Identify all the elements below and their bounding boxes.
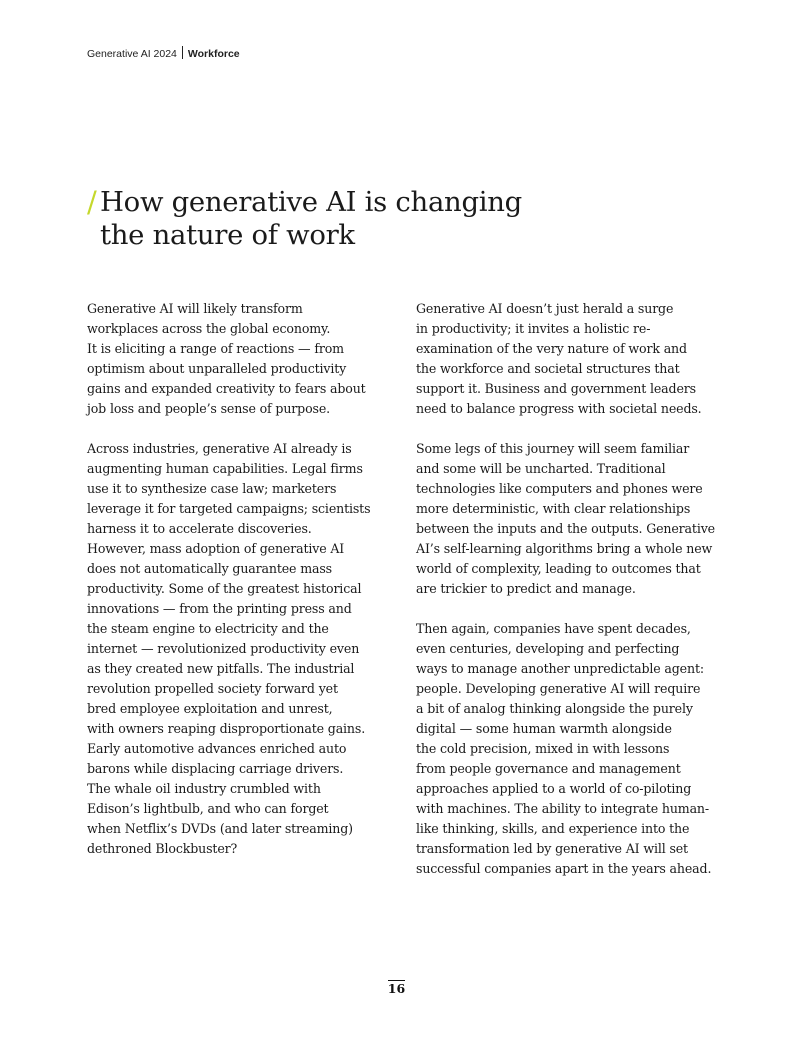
section-name: Workforce	[187, 48, 240, 60]
body-text-line: barons while displacing carriage drivers.	[87, 761, 344, 776]
body-text-line: support it. Business and government leaders	[416, 381, 696, 396]
body-text-line: when Netflix’s DVDs (and later streaming)	[87, 821, 353, 836]
body-text-line: dethroned Blockbuster?	[87, 841, 238, 856]
body-text-line: Then again, companies have spent decades,	[416, 621, 691, 636]
body-text-line: bred employee exploitation and unrest,	[87, 701, 333, 716]
body-text-line: examination of the very nature of work and	[416, 341, 687, 356]
body-text-line: the workforce and societal structures that	[416, 361, 680, 376]
title-line-1: How generative AI is changing	[100, 186, 522, 218]
body-text-line: even centuries, developing and perfecting	[416, 641, 680, 656]
body-text-line: augmenting human capabilities. Legal firms	[87, 461, 363, 476]
body-text-line: ways to manage another unpredictable agent:	[416, 661, 704, 676]
page-title	[87, 186, 547, 252]
body-text-line: However, mass adoption of generative AI	[87, 541, 345, 556]
right-column	[416, 299, 715, 899]
body-text-line: leverage it for targeted campaigns; scientists	[87, 501, 371, 516]
body-text-line: does not automatically guarantee mass	[87, 561, 332, 576]
body-text-line: and some will be uncharted. Traditional	[416, 461, 666, 476]
body-text-line: productivity. Some of the greatest historical	[87, 581, 362, 596]
body-text-line: gains and expanded creativity to fears about	[87, 381, 366, 396]
running-header	[87, 46, 240, 61]
body-text-line: Early automotive advances enriched auto	[87, 741, 347, 756]
body-paragraph	[416, 299, 712, 419]
body-text-line: between the inputs and the outputs. Generative	[416, 521, 715, 536]
body-text-line: successful companies apart in the years ahead.	[416, 861, 712, 876]
body-text-line: Generative AI will likely transform	[87, 301, 303, 316]
body-text-line: are trickier to predict and manage.	[416, 581, 636, 596]
body-text-line: the steam engine to electricity and the	[87, 621, 329, 636]
body-text-line: It is eliciting a range of reactions — from	[87, 341, 344, 356]
body-text-line: need to balance progress with societal needs.	[416, 401, 702, 416]
body-text-line: harness it to accelerate discoveries.	[87, 521, 312, 536]
body-text-line: the cold precision, mixed in with lessons	[416, 741, 670, 756]
body-text-line: Edison’s lightbulb, and who can forget	[87, 801, 329, 816]
title-line-2: the nature of work	[100, 219, 355, 251]
publication-title: Generative AI 2024	[87, 48, 177, 60]
body-paragraph	[416, 439, 715, 599]
body-text-line: transformation led by generative AI will set	[416, 841, 688, 856]
body-paragraph	[416, 619, 712, 879]
body-text-line: workplaces across the global economy.	[87, 321, 331, 336]
body-text-line: people. Developing generative AI will require	[416, 681, 701, 696]
body-text-line: optimism about unparalleled productivity	[87, 361, 347, 376]
page-number-value: 16	[387, 981, 406, 996]
body-text-line: in productivity; it invites a holistic re-	[416, 321, 651, 336]
page-title-block	[87, 186, 547, 252]
body-text-line: like thinking, skills, and experience into the	[416, 821, 690, 836]
body-text-line: world of complexity, leading to outcomes that	[416, 561, 701, 576]
body-text-line: a bit of analog thinking alongside the purely	[416, 701, 693, 716]
body-text-line: use it to synthesize case law; marketers	[87, 481, 337, 496]
body-text-line: internet — revolutionized productivity even	[87, 641, 360, 656]
header-divider	[182, 46, 183, 59]
body-text-line: AI’s self-learning algorithms bring a whole new	[416, 541, 713, 556]
page-number	[0, 980, 793, 996]
body-text-line: from people governance and management	[416, 761, 681, 776]
body-text-line: with owners reaping disproportionate gains.	[87, 721, 366, 736]
left-column	[87, 299, 379, 879]
body-text-line: as they created new pitfalls. The industrial	[87, 661, 355, 676]
body-text-line: digital — some human warmth alongside	[416, 721, 672, 736]
body-text-line: innovations — from the printing press and	[87, 601, 352, 616]
body-text-line: Across industries, generative AI already is	[87, 441, 352, 456]
body-paragraph	[87, 299, 379, 419]
body-text-line: job loss and people’s sense of purpose.	[87, 401, 330, 416]
body-text-line: with machines. The ability to integrate human-	[416, 801, 710, 816]
body-text-line: more deterministic, with clear relationships	[416, 501, 691, 516]
slash-accent-icon: /	[87, 185, 97, 219]
body-text-line: technologies like computers and phones were	[416, 481, 703, 496]
body-paragraph	[87, 439, 379, 859]
body-text-line: The whale oil industry crumbled with	[87, 781, 321, 796]
body-text-line: Generative AI doesn’t just herald a surge	[416, 301, 674, 316]
body-text-line: revolution propelled society forward yet	[87, 681, 338, 696]
body-text-line: approaches applied to a world of co-piloting	[416, 781, 692, 796]
body-text-line: Some legs of this journey will seem familiar	[416, 441, 690, 456]
